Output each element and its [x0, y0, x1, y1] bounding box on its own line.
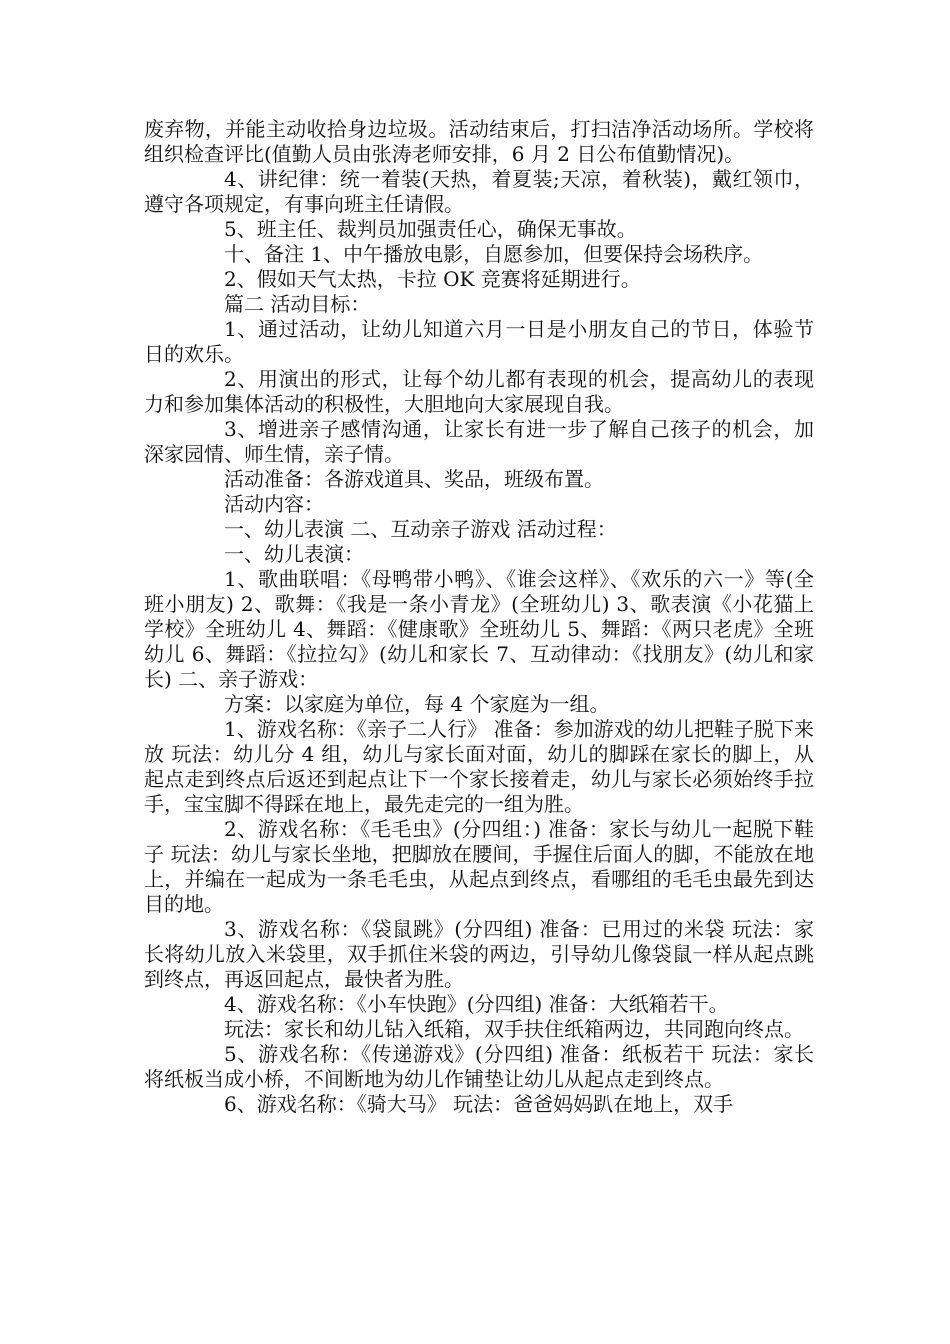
paragraph-10: 活动内容： [224, 492, 324, 516]
paragraph-12: 一、幼儿表演： [224, 542, 364, 566]
paragraph-21: 6、游戏名称：《骑大马》 玩法：爸爸妈妈趴在地上，双手 [224, 1092, 734, 1116]
paragraph-19: 玩法：家长和幼儿钻入纸箱，双手扶住纸箱两边，共同跑向终点。 [224, 1017, 804, 1041]
paragraph-14: 方案：以家庭为单位，每 4 个家庭为一组。 [224, 692, 610, 716]
paragraph-1: 4、讲纪律：统一着装(天热，着夏装;天凉，着秋装)，戴红领巾，遵守各项规定，有事向班主任请假。 [144, 167, 814, 216]
paragraph-20: 5、游戏名称：《传递游戏》(分四组) 准备：纸板若干 玩法：家长将纸板当成小桥，不间断地为幼儿作铺垫让幼儿从起点走到终点。 [144, 1042, 814, 1091]
paragraph-17: 3、游戏名称：《袋鼠跳》(分四组) 准备：已用过的米袋 玩法：家长将幼儿放入米袋里，双手抓住米袋的两边，引导幼儿像袋鼠一样从起点跳到终点，再返回起点，最快者为胜。 [144, 917, 814, 991]
paragraph-4: 2、假如天气太热，卡拉 OK 竞赛将延期进行。 [224, 267, 641, 291]
paragraph-3: 十、备注 1、中午播放电影，自愿参加，但要保持会场秩序。 [224, 242, 764, 266]
paragraph-15: 1、游戏名称：《亲子二人行》 准备：参加游戏的幼儿把鞋子脱下来放 玩法：幼儿分 4 组，幼儿与家长面对面，幼儿的脚踩在家长的脚上，从起点走到终点后返还到起点让下一个家长接着走，幼儿与家长必须始终手拉手，宝宝脚不得踩在地上，最先走完的一组为胜。 [144, 717, 814, 816]
paragraph-8: 3、增进亲子感情沟通，让家长有进一步了解自己孩子的机会，加深家园情、师生情，亲子情。 [144, 417, 814, 466]
paragraph-9: 活动准备：各游戏道具、奖品，班级布置。 [224, 467, 604, 491]
paragraph-0: 废弃物，并能主动收拾身边垃圾。活动结束后，打扫洁净活动场所。学校将组织检查评比(值勤人员由张涛老师安排，6 月 2 日公布值勤情况)。 [144, 117, 814, 166]
paragraph-6: 1、通过活动，让幼儿知道六月一日是小朋友自己的节日，体验节日的欢乐。 [144, 317, 814, 366]
paragraph-18: 4、游戏名称：《小车快跑》(分四组) 准备：大纸箱若干。 [224, 992, 729, 1016]
section-heading: 篇二 活动目标： [224, 292, 371, 316]
paragraph-2: 5、班主任、裁判员加强责任心，确保无事故。 [224, 217, 637, 241]
paragraph-16: 2、游戏名称：《毛毛虫》(分四组：) 准备：家长与幼儿一起脱下鞋子 玩法：幼儿与家长坐地，把脚放在腰间，手握住后面人的脚，不能放在地上，并编在一起成为一条毛毛虫，从起点到终点，看哪组的毛毛虫最先到达目的地。 [144, 817, 814, 916]
paragraph-13: 1、歌曲联唱：《母鸭带小鸭》、《谁会这样》、《欢乐的六一》等(全班小朋友) 2、歌舞：《我是一条小青龙》(全班幼儿) 3、歌表演《小花猫上学校》全班幼儿 4、舞蹈：《健康歌》全班幼儿 5、舞蹈：《两只老虎》全班幼儿 6、舞蹈：《拉拉勾》(幼儿和家长 7、互动律动：《找朋友》(幼儿和家长) 二、亲子游戏： [144, 567, 814, 691]
document-body [144, 117, 814, 1117]
paragraph-7: 2、用演出的形式，让每个幼儿都有表现的机会，提高幼儿的表现力和参加集体活动的积极性，大胆地向大家展现自我。 [144, 367, 814, 416]
paragraph-11: 一、幼儿表演 二、互动亲子游戏 活动过程： [224, 517, 617, 541]
